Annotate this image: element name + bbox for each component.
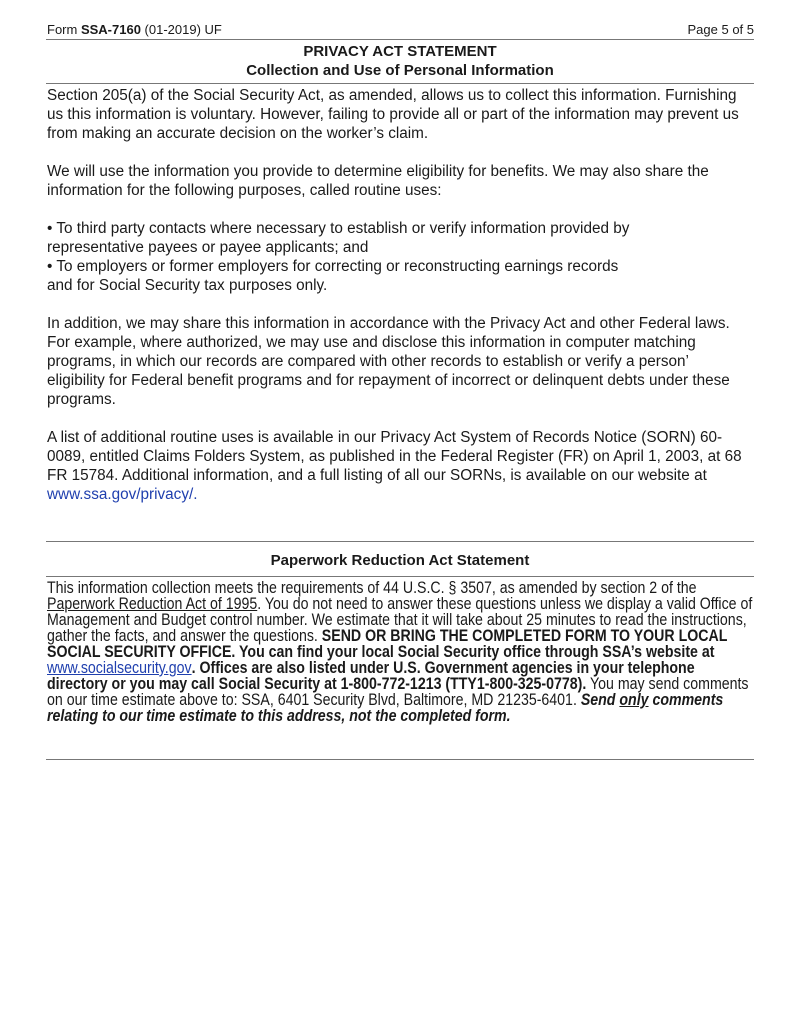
paragraph-text: A list of additional routine uses is available in our Privacy Act System of Records Notice (SORN) 60-0089, entitled Claims Folders System, as published in the Federal Register (FR) on April 1, 2003, at 68 FR 15784. Additional information, and a full listing of all our SORNs, is available on our website at (47, 429, 742, 484)
text: This information collection meets the requirements of 44 U.S.C. § 3507, as amended by section 2 of the (47, 579, 697, 597)
privacy-body (47, 86, 747, 523)
note-emphasis: only (619, 691, 649, 709)
note: Send (580, 691, 620, 709)
paperwork-body (47, 580, 753, 724)
form-id (47, 22, 222, 37)
instruction-bold: . Offices are also listed under U.S. Government agencies in your telephone directory or you may call Social Security at 1-800-772-1213 (TTY1-800-325-0778). (47, 659, 695, 693)
text: You may send comments on our time estimate above to: SSA, 6401 Security Blvd, Baltimore, MD 21235-6401. (47, 675, 749, 709)
page-number: Page 5 of 5 (687, 22, 754, 37)
note: comments relating to our time estimate to this address, not the completed form. (47, 691, 724, 725)
bullet-item: • To third party contacts where necessary to establish or verify information provided by representative payees or payee applicants; and (47, 220, 630, 256)
paragraph: Section 205(a) of the Social Security Act, as amended, allows us to collect this information. Furnishing us this information is voluntary. However, failing to provide all or part of the information may prevent us from making an accurate decision on the worker’s claim. (47, 87, 739, 142)
divider (46, 759, 754, 760)
divider (46, 83, 754, 84)
paragraph (47, 428, 747, 504)
paragraph: In addition, we may share this information in accordance with the Privacy Act and other Federal laws. For example, where authorized, we may use and disclose this information in computer matching programs, in which our records are compared with other records to establish or verify a person’ eligibility for Federal benefit programs and for repayment of incorrect or delinquent debts under these programs. (47, 315, 730, 408)
bullet-item: • To employers or former employers for correcting or reconstructing earnings records and for Social Security tax purposes only. (47, 258, 619, 294)
privacy-subtitle: Collection and Use of Personal Information (246, 62, 554, 79)
form-revision: (01-2019) UF (140, 22, 222, 37)
divider (46, 39, 754, 40)
form-prefix: Form (47, 22, 81, 37)
divider (46, 576, 754, 577)
instruction-bold: SEND OR BRING THE COMPLETED FORM TO YOUR LOCAL SOCIAL SECURITY OFFICE. You can find your local Social Security office through SSA’s website at (47, 627, 728, 661)
act-name: Paperwork Reduction Act of 1995 (47, 595, 258, 613)
privacy-title: PRIVACY ACT STATEMENT (303, 43, 497, 60)
privacy-link[interactable]: www.ssa.gov/privacy/. (47, 486, 198, 503)
text: . You do not need to answer these questions unless we display a valid Office of Management and Budget control number. We estimate that it will take about 25 minutes to read the instructions, gather the facts, and answer the questions. (47, 595, 753, 645)
paperwork-title: Paperwork Reduction Act Statement (270, 552, 530, 569)
paragraph: We will use the information you provide to determine eligibility for benefits. We may also share the information for the following purposes, called routine uses: (47, 163, 709, 199)
ssa-website-link[interactable]: www.socialsecurity.gov (47, 659, 192, 677)
form-number: SSA-7160 (80, 22, 141, 37)
divider (46, 541, 754, 542)
